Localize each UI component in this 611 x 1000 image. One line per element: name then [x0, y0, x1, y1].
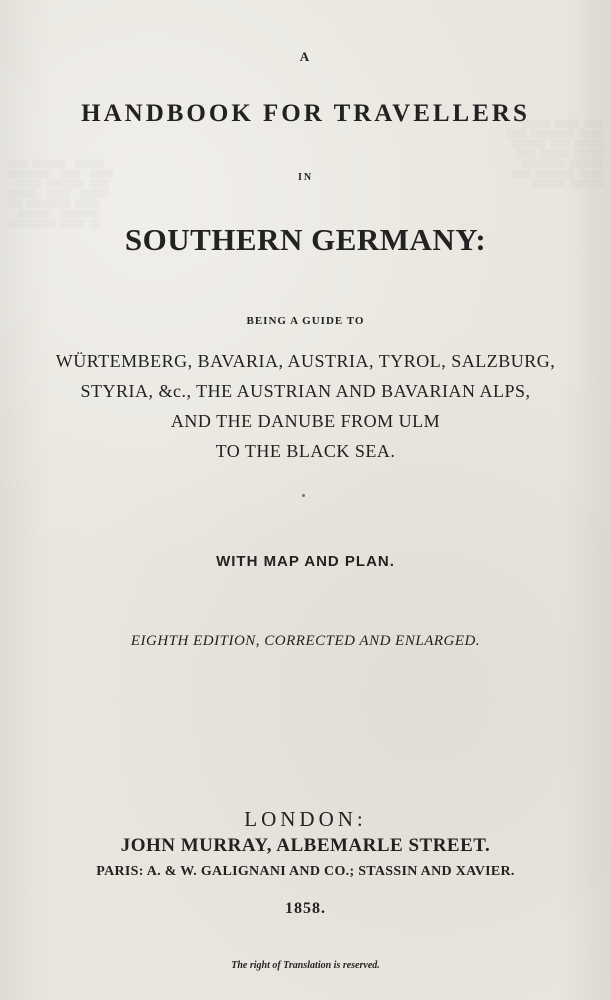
title-preposition: IN [297, 172, 314, 183]
show-through-text-left: ▒▒▒▒ ▒▒▒▒▒▒▒ ▒▒▒▒▒▒ ▒▒▒▒▒▒▒▒▒ ▒▒▒▒ ▒▒▒▒▒ ▒▒▒▒▒ ▒▒▒▒▒▒▒▒ ▒▒▒▒ ▒▒▒▒▒▒ ▒▒▒▒▒ ▒▒▒▒▒▒ ▒▒▒ ▒▒▒▒▒▒▒▒▒ ▒▒▒▒▒ ▒▒▒▒▒▒▒ ▒▒▒▒▒▒▒▒ ▒▒▒▒▒▒▒▒▒▒ ▒▒▒▒▒ ▒▒ [8, 160, 114, 229]
description-line: STYRIA, &c., THE AUSTRIAN AND BAVARIAN ALPS, [80, 381, 531, 401]
description-line: TO THE BLACK SEA. [215, 441, 396, 461]
title-article: A [299, 49, 312, 64]
imprint-city: LONDON: [244, 807, 367, 831]
edition-line: EIGHTH EDITION, CORRECTED AND ENLARGED. [130, 633, 481, 649]
being-line: BEING A GUIDE TO [246, 315, 365, 327]
description-line: AND THE DANUBE FROM ULM [170, 411, 441, 431]
rights-notice: The right of Translation is reserved. [231, 960, 380, 971]
imprint-publisher: JOHN MURRAY, ALBEMARLE STREET. [120, 835, 491, 856]
print-dot [302, 494, 305, 497]
main-title: HANDBOOK FOR TRAVELLERS [81, 100, 530, 127]
extras-line: WITH MAP AND PLAN. [216, 553, 395, 570]
description-line: WÜRTEMBERG, BAVARIA, AUSTRIA, TYROL, SALZBURG, [55, 351, 556, 371]
description-block [0, 346, 611, 466]
region-title: SOUTHERN GERMANY: [124, 222, 487, 257]
show-through-text-right: ▒▒▒▒▒▒ ▒▒▒▒▒ ▒▒▒▒ ▒▒▒▒ ▒▒▒▒▒▒▒▒▒ ▒▒▒▒▒ ▒▒▒▒▒▒▒ ▒▒▒▒ ▒▒▒▒▒▒ ▒▒▒▒ ▒▒▒▒▒▒ ▒▒▒▒▒▒ ▒▒▒▒▒▒▒▒▒ ▒▒▒▒▒▒▒ ▒▒▒▒ ▒▒▒▒▒▒▒▒ ▒▒▒▒▒ ▒▒▒▒▒▒▒ ▒▒▒▒▒▒▒ [506, 120, 603, 189]
imprint-year: 1858. [285, 900, 326, 917]
imprint-paris-line: PARIS: A. & W. GALIGNANI AND CO.; STASSIN AND XAVIER. [96, 864, 515, 879]
